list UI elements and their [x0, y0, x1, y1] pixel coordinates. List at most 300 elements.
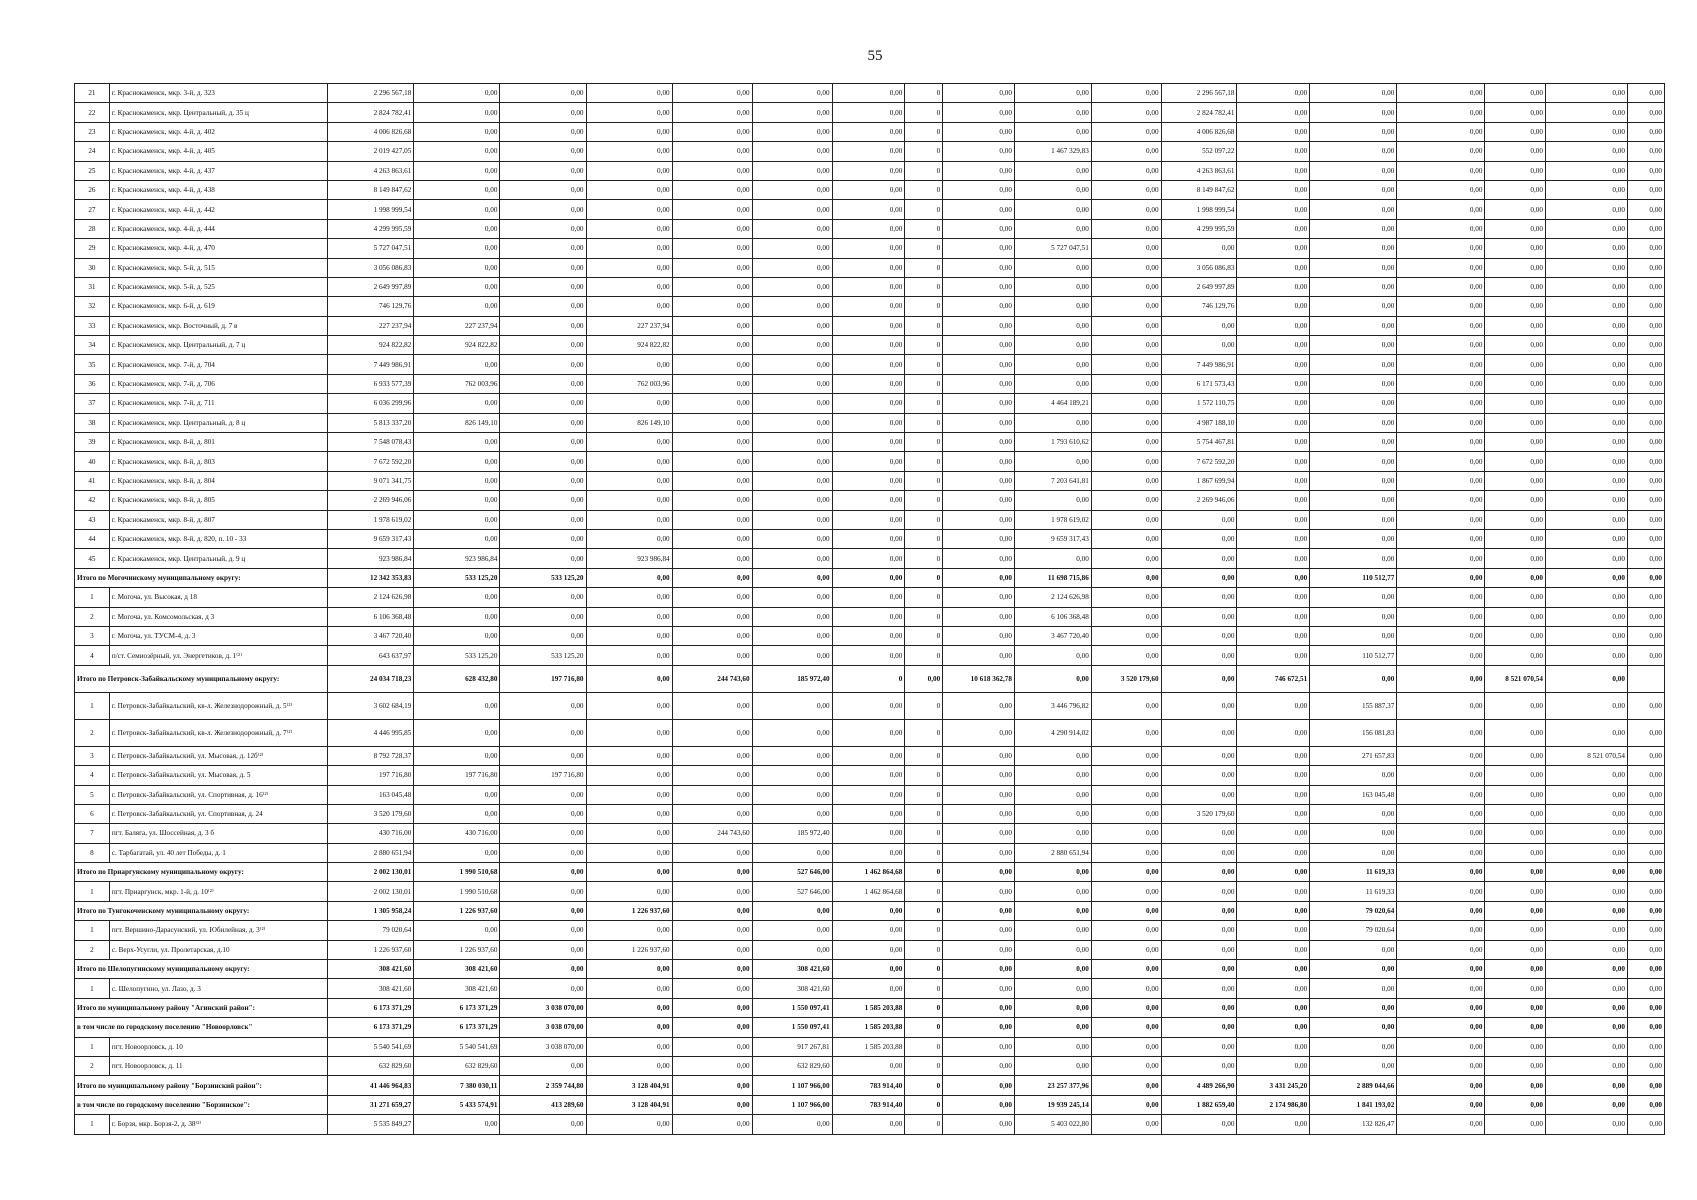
value-cell: 0,00 [672, 843, 752, 862]
value-cell: 0,00 [1014, 336, 1091, 355]
value-cell: 923 986,84 [414, 549, 500, 568]
value-cell: 0 [905, 607, 943, 626]
value-cell: 0,00 [1545, 785, 1627, 804]
row-number: 39 [75, 433, 110, 452]
value-cell: 0,00 [832, 843, 905, 862]
value-cell: 0,00 [414, 510, 500, 529]
value-cell: 826 149,10 [586, 413, 672, 432]
value-cell: 0,00 [500, 804, 586, 823]
table-row [75, 277, 1665, 296]
value-cell: 1 882 659,40 [1161, 1095, 1237, 1114]
value-cell: 0,00 [586, 1115, 672, 1134]
value-cell: 0,00 [1545, 626, 1627, 645]
value-cell: 917 267,81 [752, 1037, 832, 1056]
value-cell: 0,00 [1397, 142, 1485, 161]
address-cell: г. Петровск-Забайкальский, ул. Спортивная, д. 16⁽²⁾ [109, 785, 327, 804]
table-row [75, 1037, 1665, 1056]
value-cell: 0,00 [1485, 452, 1545, 471]
value-cell: 8 521 070,54 [1485, 665, 1545, 692]
address-cell: пгт. Новоорловск, д. 11 [109, 1056, 327, 1075]
value-cell: 0,00 [1310, 452, 1397, 471]
value-cell: 1 305 958,24 [328, 901, 414, 920]
subtotal-label: Итого по Могочинскому муниципальному округу: [75, 568, 328, 587]
value-cell: 0,00 [1310, 491, 1397, 510]
value-cell: 0,00 [1397, 239, 1485, 258]
value-cell: 0,00 [1545, 607, 1627, 626]
value-cell: 0,00 [1397, 1056, 1485, 1075]
subtotal-row [75, 568, 1665, 587]
value-cell: 0,00 [752, 607, 832, 626]
value-cell: 0,00 [1545, 1115, 1627, 1134]
value-cell: 0 [905, 355, 943, 374]
value-cell: 1 998 999,54 [1161, 200, 1237, 219]
value-cell: 0,00 [672, 692, 752, 719]
value-cell: 0,00 [752, 374, 832, 393]
value-cell: 0,00 [943, 626, 1015, 645]
value-cell: 0,00 [672, 452, 752, 471]
value-cell: 0,00 [1397, 719, 1485, 746]
value-cell: 2 359 744,80 [500, 1076, 586, 1095]
value-cell: 0,00 [672, 1076, 752, 1095]
value-cell: 0,00 [1161, 979, 1237, 998]
value-cell: 0,00 [1397, 692, 1485, 719]
value-cell: 4 446 995,85 [328, 719, 414, 746]
value-cell: 0,00 [1091, 277, 1161, 296]
value-cell: 0,00 [1014, 646, 1091, 665]
value-cell: 0,00 [1161, 882, 1237, 901]
value-cell: 0,00 [1091, 142, 1161, 161]
value-cell: 0,00 [1627, 607, 1664, 626]
value-cell: 0,00 [943, 200, 1015, 219]
value-cell: 0,00 [1014, 413, 1091, 432]
value-cell: 0,00 [943, 161, 1015, 180]
value-cell: 0,00 [1161, 998, 1237, 1017]
value-cell: 0,00 [943, 180, 1015, 199]
value-cell: 0,00 [1485, 1076, 1545, 1095]
value-cell: 0,00 [672, 863, 752, 882]
value-cell: 0,00 [586, 766, 672, 785]
table-row [75, 471, 1665, 490]
value-cell: 0,00 [832, 766, 905, 785]
value-cell: 746 129,76 [328, 297, 414, 316]
value-cell: 31 271 659,27 [328, 1095, 414, 1114]
value-cell: 0,00 [752, 277, 832, 296]
value-cell: 0,00 [1545, 529, 1627, 548]
value-cell: 0,00 [1310, 219, 1397, 238]
value-cell: 0,00 [1310, 394, 1397, 413]
value-cell: 0,00 [1397, 433, 1485, 452]
value-cell: 0,00 [1161, 607, 1237, 626]
value-cell: 0,00 [1237, 979, 1310, 998]
value-cell: 0,00 [1310, 626, 1397, 645]
value-cell: 0,00 [1237, 1056, 1310, 1075]
value-cell: 0,00 [1485, 355, 1545, 374]
value-cell: 0,00 [832, 979, 905, 998]
value-cell: 0,00 [1485, 1037, 1545, 1056]
value-cell: 0,00 [586, 394, 672, 413]
value-cell: 2 824 782,41 [328, 103, 414, 122]
value-cell: 533 125,20 [500, 568, 586, 587]
value-cell: 0,00 [1397, 471, 1485, 490]
value-cell: 0,00 [1014, 882, 1091, 901]
subtotal-row [75, 960, 1665, 979]
value-cell: 0,00 [1545, 374, 1627, 393]
value-cell: 0,00 [1485, 746, 1545, 765]
value-cell: 0,00 [1397, 200, 1485, 219]
value-cell: 0,00 [672, 549, 752, 568]
value-cell: 0,00 [1485, 626, 1545, 645]
value-cell: 197 716,80 [500, 665, 586, 692]
value-cell: 632 829,60 [328, 1056, 414, 1075]
row-number: 4 [75, 766, 110, 785]
value-cell: 0,00 [1397, 258, 1485, 277]
value-cell: 79 020,64 [1310, 901, 1397, 920]
value-cell: 0,00 [672, 355, 752, 374]
value-cell: 0,00 [1161, 239, 1237, 258]
value-cell: 0,00 [1545, 103, 1627, 122]
value-cell: 1 226 937,60 [328, 940, 414, 959]
value-cell: 0,00 [1237, 746, 1310, 765]
value-cell: 0,00 [943, 901, 1015, 920]
value-cell: 0,00 [1310, 843, 1397, 862]
value-cell: 0,00 [943, 843, 1015, 862]
value-cell: 0,00 [1545, 433, 1627, 452]
value-cell: 4 263 863,61 [1161, 161, 1237, 180]
value-cell: 0,00 [414, 258, 500, 277]
value-cell: 0,00 [1161, 863, 1237, 882]
value-cell: 0,00 [752, 1115, 832, 1134]
value-cell: 0,00 [414, 239, 500, 258]
value-cell: 0 [905, 766, 943, 785]
value-cell: 0,00 [943, 1037, 1015, 1056]
value-cell: 11 619,33 [1310, 882, 1397, 901]
row-number: 1 [75, 588, 110, 607]
value-cell: 0,00 [1485, 239, 1545, 258]
table-row [75, 297, 1665, 316]
value-cell: 0,00 [752, 180, 832, 199]
value-cell: 746 672,51 [1237, 665, 1310, 692]
value-cell: 6 106 368,48 [328, 607, 414, 626]
value-cell: 0,00 [1545, 843, 1627, 862]
value-cell: 0,00 [1627, 374, 1664, 393]
value-cell: 0,00 [1485, 103, 1545, 122]
value-cell: 0,00 [1237, 766, 1310, 785]
value-cell: 185 972,40 [752, 824, 832, 843]
value-cell: 0,00 [672, 200, 752, 219]
value-cell: 0,00 [586, 665, 672, 692]
value-cell: 0,00 [586, 921, 672, 940]
value-cell: 0,00 [943, 568, 1015, 587]
table-row [75, 84, 1665, 103]
value-cell: 0,00 [1485, 142, 1545, 161]
value-cell: 0,00 [672, 471, 752, 490]
value-cell: 0,00 [1627, 1076, 1664, 1095]
value-cell: 0,00 [1310, 960, 1397, 979]
address-cell: г. Краснокаменск, мкр. 7-й, д. 706 [109, 374, 327, 393]
value-cell: 0,00 [672, 901, 752, 920]
address-cell: г. Краснокаменск, мкр. 4-й, д. 438 [109, 180, 327, 199]
value-cell: 0,00 [1091, 940, 1161, 959]
value-cell: 0,00 [752, 646, 832, 665]
value-cell: 0,00 [1485, 549, 1545, 568]
value-cell: 0,00 [672, 180, 752, 199]
value-cell: 632 829,60 [414, 1056, 500, 1075]
value-cell: 0,00 [1237, 921, 1310, 940]
value-cell: 0,00 [1014, 940, 1091, 959]
address-cell: г. Краснокаменск, мкр. Центральный, д. 9 ц [109, 549, 327, 568]
value-cell: 6 036 299,96 [328, 394, 414, 413]
value-cell: 0,00 [414, 1115, 500, 1134]
value-cell: 0,00 [1545, 1095, 1627, 1114]
value-cell: 0,00 [1485, 785, 1545, 804]
value-cell: 0,00 [943, 719, 1015, 746]
table-row [75, 824, 1665, 843]
value-cell: 0,00 [1014, 491, 1091, 510]
value-cell: 0,00 [1161, 549, 1237, 568]
value-cell: 0,00 [1545, 122, 1627, 141]
value-cell: 0,00 [672, 413, 752, 432]
value-cell: 0,00 [1485, 1115, 1545, 1134]
value-cell: 0,00 [1397, 103, 1485, 122]
value-cell: 0,00 [500, 142, 586, 161]
value-cell: 0,00 [500, 843, 586, 862]
value-cell: 0,00 [832, 1115, 905, 1134]
value-cell: 0,00 [1014, 316, 1091, 335]
value-cell: 0,00 [1485, 607, 1545, 626]
value-cell: 156 081,83 [1310, 719, 1397, 746]
value-cell: 0,00 [752, 719, 832, 746]
value-cell: 4 006 826,68 [1161, 122, 1237, 141]
address-cell: г. Краснокаменск, мкр. 3-й, д. 323 [109, 84, 327, 103]
value-cell: 0,00 [1161, 921, 1237, 940]
value-cell: 6 173 371,29 [414, 998, 500, 1017]
value-cell: 0,00 [752, 746, 832, 765]
address-cell: пгт. Балягa, ул. Шоссейная, д. 3 б [109, 824, 327, 843]
value-cell: 0,00 [752, 161, 832, 180]
address-cell: г. Краснокаменск, мкр. Центральный, д. 8 ц [109, 413, 327, 432]
value-cell: 7 672 592,20 [1161, 452, 1237, 471]
value-cell: 0,00 [1485, 824, 1545, 843]
value-cell: 0,00 [1014, 901, 1091, 920]
value-cell: 0,00 [1627, 940, 1664, 959]
table-row [75, 239, 1665, 258]
value-cell: 7 449 986,91 [328, 355, 414, 374]
value-cell: 0,00 [1397, 863, 1485, 882]
value-cell: 0,00 [586, 843, 672, 862]
value-cell: 0,00 [832, 940, 905, 959]
value-cell: 0,00 [943, 549, 1015, 568]
row-number: 1 [75, 1115, 110, 1134]
value-cell: 0,00 [1091, 588, 1161, 607]
value-cell: 0,00 [943, 471, 1015, 490]
value-cell: 0,00 [1161, 336, 1237, 355]
value-cell: 0,00 [832, 452, 905, 471]
value-cell: 0,00 [832, 142, 905, 161]
value-cell: 2 296 567,18 [1161, 84, 1237, 103]
value-cell: 0,00 [1627, 766, 1664, 785]
value-cell: 0,00 [1545, 258, 1627, 277]
value-cell: 0,00 [1627, 433, 1664, 452]
value-cell: 0,00 [500, 607, 586, 626]
value-cell: 0,00 [1237, 719, 1310, 746]
value-cell: 0,00 [1485, 998, 1545, 1017]
row-number: 1 [75, 979, 110, 998]
value-cell: 0,00 [1627, 316, 1664, 335]
value-cell: 0,00 [586, 84, 672, 103]
table-row [75, 921, 1665, 940]
value-cell: 0,00 [943, 297, 1015, 316]
value-cell: 0,00 [586, 510, 672, 529]
value-cell: 0,00 [1627, 824, 1664, 843]
value-cell: 0,00 [832, 588, 905, 607]
value-cell: 0,00 [672, 568, 752, 587]
value-cell: 0,00 [1545, 142, 1627, 161]
value-cell: 0,00 [943, 1018, 1015, 1037]
value-cell: 0,00 [1545, 219, 1627, 238]
value-cell: 0,00 [414, 804, 500, 823]
value-cell: 0,00 [1161, 719, 1237, 746]
value-cell: 0,00 [1091, 1018, 1161, 1037]
value-cell: 0,00 [1091, 297, 1161, 316]
value-cell: 0 [905, 336, 943, 355]
row-number: 2 [75, 719, 110, 746]
value-cell: 0,00 [1237, 529, 1310, 548]
value-cell: 3 128 404,91 [586, 1076, 672, 1095]
value-cell: 0,00 [586, 979, 672, 998]
value-cell: 1 998 999,54 [328, 200, 414, 219]
value-cell: 0,00 [1397, 766, 1485, 785]
value-cell: 0,00 [1237, 863, 1310, 882]
value-cell: 0,00 [1014, 804, 1091, 823]
value-cell: 0 [905, 979, 943, 998]
value-cell: 0,00 [1627, 646, 1664, 665]
value-cell: 0,00 [1627, 568, 1664, 587]
value-cell: 0,00 [1014, 161, 1091, 180]
value-cell: 0,00 [943, 529, 1015, 548]
value-cell: 19 939 245,14 [1014, 1095, 1091, 1114]
value-cell: 0,00 [586, 219, 672, 238]
value-cell: 0,00 [752, 258, 832, 277]
table-row [75, 626, 1665, 645]
row-number: 32 [75, 297, 110, 316]
value-cell: 0,00 [1014, 998, 1091, 1017]
value-cell: 0,00 [1485, 219, 1545, 238]
value-cell: 0,00 [943, 921, 1015, 940]
value-cell: 0,00 [832, 180, 905, 199]
value-cell: 0,00 [1397, 824, 1485, 843]
value-cell: 0,00 [1627, 510, 1664, 529]
value-cell: 0,00 [414, 746, 500, 765]
table-row [75, 843, 1665, 862]
value-cell: 0,00 [832, 785, 905, 804]
value-cell: 0,00 [1485, 84, 1545, 103]
value-cell: 0,00 [943, 940, 1015, 959]
value-cell: 0,00 [414, 491, 500, 510]
table-row [75, 433, 1665, 452]
value-cell: 0,00 [672, 1056, 752, 1075]
value-cell: 0,00 [832, 374, 905, 393]
value-cell: 0,00 [752, 200, 832, 219]
value-cell: 0,00 [1545, 863, 1627, 882]
value-cell: 0 [905, 297, 943, 316]
value-cell: 0,00 [1237, 824, 1310, 843]
value-cell: 0,00 [1091, 433, 1161, 452]
value-cell: 430 716,00 [328, 824, 414, 843]
value-cell: 0,00 [500, 394, 586, 413]
row-number: 1 [75, 692, 110, 719]
value-cell: 0,00 [832, 297, 905, 316]
value-cell: 0,00 [1091, 529, 1161, 548]
value-cell: 0,00 [672, 719, 752, 746]
value-cell: 0,00 [586, 588, 672, 607]
value-cell: 0,00 [672, 626, 752, 645]
value-cell: 3 038 070,00 [500, 1018, 586, 1037]
value-cell: 0,00 [1485, 258, 1545, 277]
value-cell: 1 467 329,83 [1014, 142, 1091, 161]
value-cell: 0,00 [1014, 355, 1091, 374]
value-cell: 0,00 [943, 804, 1015, 823]
value-cell: 0,00 [1091, 510, 1161, 529]
value-cell: 0,00 [1545, 1056, 1627, 1075]
table-row [75, 529, 1665, 548]
value-cell: 0,00 [832, 960, 905, 979]
value-cell: 0,00 [1627, 960, 1664, 979]
value-cell: 0,00 [1091, 960, 1161, 979]
value-cell: 2 889 044,66 [1310, 1076, 1397, 1095]
value-cell: 0,00 [1310, 122, 1397, 141]
value-cell: 0,00 [1397, 491, 1485, 510]
value-cell: 4 987 188,10 [1161, 413, 1237, 432]
table-row [75, 588, 1665, 607]
value-cell: 0,00 [1237, 1037, 1310, 1056]
table-row [75, 692, 1665, 719]
value-cell: 0,00 [1091, 766, 1161, 785]
value-cell: 0,00 [752, 433, 832, 452]
value-cell: 0,00 [1397, 843, 1485, 862]
row-number: 23 [75, 122, 110, 141]
value-cell: 0,00 [1545, 882, 1627, 901]
value-cell: 271 657,83 [1310, 746, 1397, 765]
value-cell: 0,00 [1485, 316, 1545, 335]
value-cell: 0,00 [1627, 785, 1664, 804]
value-cell: 0,00 [943, 433, 1015, 452]
value-cell: 0,00 [1627, 84, 1664, 103]
value-cell: 0,00 [500, 588, 586, 607]
address-cell: г. Краснокаменск, мкр. 8-й, д. 805 [109, 491, 327, 510]
value-cell: 0,00 [672, 510, 752, 529]
value-cell: 0,00 [1014, 766, 1091, 785]
value-cell: 0,00 [943, 692, 1015, 719]
row-number: 34 [75, 336, 110, 355]
value-cell: 0,00 [1091, 103, 1161, 122]
value-cell: 0 [905, 882, 943, 901]
value-cell: 0,00 [832, 824, 905, 843]
value-cell: 0 [905, 1115, 943, 1134]
value-cell: 0 [905, 122, 943, 141]
value-cell: 0,00 [1014, 549, 1091, 568]
value-cell: 0,00 [1545, 804, 1627, 823]
address-cell: г. Краснокаменск, мкр. 4-й, д. 442 [109, 200, 327, 219]
value-cell: 0,00 [1485, 921, 1545, 940]
value-cell: 0,00 [500, 336, 586, 355]
table-row [75, 1056, 1665, 1075]
value-cell: 0,00 [500, 719, 586, 746]
value-cell: 0,00 [586, 646, 672, 665]
address-cell: г. Могоча, ул. Комсомольская, д 3 [109, 607, 327, 626]
value-cell: 0,00 [1310, 940, 1397, 959]
value-cell: 2 002 130,01 [328, 863, 414, 882]
value-cell: 0 [905, 1095, 943, 1114]
